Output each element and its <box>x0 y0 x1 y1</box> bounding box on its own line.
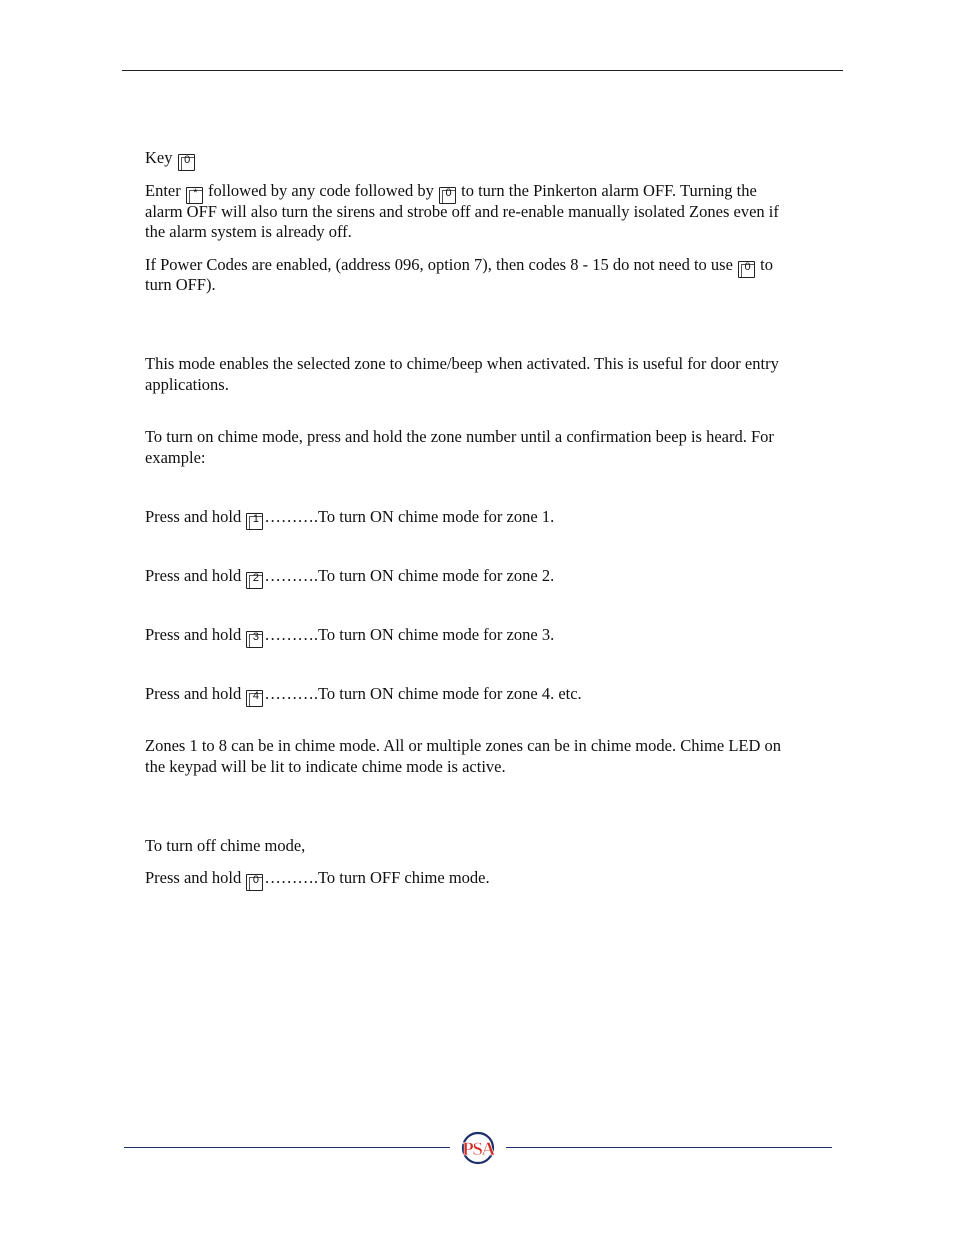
keypad-key-1-icon: 1 <box>246 513 263 530</box>
footer-rule-left <box>124 1147 450 1148</box>
keypad-key-4-icon: 4 <box>246 690 263 707</box>
psa-logo-icon <box>456 1131 500 1165</box>
alarm-off-paragraph-line-2: alarm OFF will also turn the sirens and strobe off and re-enable manually isolated Zones even if <box>145 202 779 221</box>
alarm-off-paragraph-line-1: Enter * followed by any code followed by 0 to turn the Pinkerton alarm OFF. Turning the <box>145 180 757 204</box>
chime-turn-off-intro: To turn off chime mode, <box>145 836 306 855</box>
keypad-key-0-icon: 0 <box>246 874 263 891</box>
chime-zone-item: Press and hold 3 ……….To turn ON chime mode for zone 3. <box>145 624 554 648</box>
footer-rule-right <box>506 1147 832 1148</box>
keypad-key-0-icon: 0 <box>439 187 456 204</box>
chime-zones-note-line-1: Zones 1 to 8 can be in chime mode. All or multiple zones can be in chime mode. Chime LED on <box>145 736 782 755</box>
keypad-key-0-icon: 0 <box>178 154 195 171</box>
alarm-off-paragraph-line-3: the alarm system is already off. <box>145 222 352 241</box>
keypad-key-0-icon: 0 <box>738 261 755 278</box>
keypad-key-2-icon: 2 <box>246 572 263 589</box>
keypad-key-3-icon: 3 <box>246 631 263 648</box>
keypad-key-star-icon: * <box>186 187 203 204</box>
chime-zone-item: Press and hold 1 ……….To turn ON chime mode for zone 1. <box>145 506 554 530</box>
key-zero-heading: Key 0 <box>145 147 196 171</box>
chime-intro-line-1: This mode enables the selected zone to chime/beep when activated. This is useful for door entry <box>145 354 779 373</box>
chime-turn-off-item: Press and hold 0 ……….To turn OFF chime mode. <box>145 867 490 891</box>
svg-text:PSA: PSA <box>462 1139 494 1160</box>
power-codes-line-1: If Power Codes are enabled, (address 096, option 7), then codes 8 - 15 do not need to use 0 to <box>145 254 773 278</box>
chime-zone-item: Press and hold 4 ……….To turn ON chime mode for zone 4. etc. <box>145 683 582 707</box>
chime-zone-item: Press and hold 2 ……….To turn ON chime mode for zone 2. <box>145 565 554 589</box>
chime-turn-on-line-1: To turn on chime mode, press and hold the zone number until a confirmation beep is heard. For <box>145 427 774 446</box>
chime-intro-line-2: applications. <box>145 375 229 394</box>
header-rule <box>122 70 843 71</box>
power-codes-line-2: turn OFF). <box>145 275 216 294</box>
chime-turn-on-line-2: example: <box>145 448 206 467</box>
chime-zones-note-line-2: the keypad will be lit to indicate chime mode is active. <box>145 757 506 776</box>
